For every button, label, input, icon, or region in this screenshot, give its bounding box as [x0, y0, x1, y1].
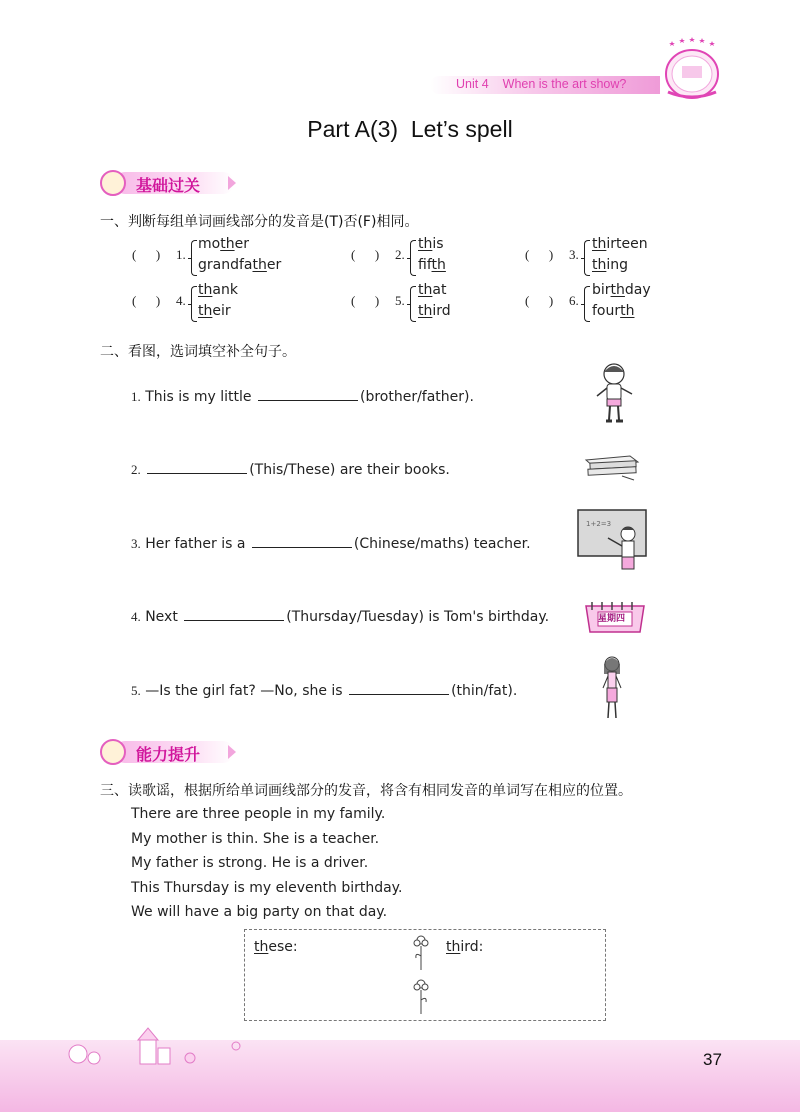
sentence-3: 3. Her father is a (Chinese/maths) teacher.: [131, 533, 531, 552]
little-boy-icon: [592, 362, 638, 428]
part1-instruction: 一、判断每组单词画线部分的发音是(T)否(F)相同。: [100, 214, 419, 230]
sentence-2: 2. (This/These) are their books.: [131, 459, 450, 478]
section-title-advanced: 能力提升: [136, 745, 201, 764]
svg-text:1+2=3: 1+2=3: [586, 520, 612, 528]
word-thank: thank: [198, 282, 238, 298]
fill-blank[interactable]: [252, 533, 352, 548]
answer-paren[interactable]: ( ): [525, 247, 554, 262]
word-this: this: [418, 236, 444, 252]
word-thing: thing: [592, 257, 629, 273]
poem-line-2: My mother is thin. She is a teacher.: [131, 831, 380, 847]
item-number: 3.: [569, 247, 579, 262]
unit-label: Unit 4: [456, 77, 489, 91]
word-thirteen: thirteen: [592, 236, 648, 252]
item-number: 5.: [395, 293, 405, 308]
fill-blank[interactable]: [258, 386, 358, 401]
answer-paren[interactable]: ( ): [132, 293, 161, 308]
flower-icon: [412, 934, 430, 972]
brace: [191, 286, 197, 322]
books-icon: [582, 446, 644, 482]
cartoon-face-icon: [100, 170, 126, 196]
answer-paren[interactable]: ( ): [351, 293, 380, 308]
brace: [584, 286, 590, 322]
item-number: 2.: [395, 247, 405, 262]
header-unit-title: [456, 77, 626, 91]
footer-decoration-icon: [60, 1022, 250, 1072]
calendar-text: 星期四: [598, 614, 626, 624]
sentence-1: 1. This is my little (brother/father).: [131, 386, 474, 405]
word-that: that: [418, 282, 447, 298]
sentence-4: 4. Next (Thursday/Tuesday) is Tom's birthday.: [131, 606, 549, 625]
cartoon-face-icon: [100, 739, 126, 765]
part3-instruction: 三、读歌谣，根据所给单词画线部分的发音，将含有相同发音的单词写在相应的位置。: [100, 783, 632, 799]
brace: [191, 240, 197, 276]
item-number: 4.: [176, 293, 186, 308]
poem-line-4: This Thursday is my eleventh birthday.: [131, 880, 403, 896]
publisher-logo-icon: [656, 36, 726, 102]
section-badge-advanced: [100, 739, 240, 765]
maths-teacher-icon: [576, 508, 648, 574]
poem-line-1: There are three people in my family.: [131, 806, 386, 822]
box-label-third: third:: [446, 939, 484, 955]
word-third: third: [418, 303, 451, 319]
fill-blank[interactable]: [184, 606, 284, 621]
fill-blank[interactable]: [349, 680, 449, 695]
sentence-5: 5. —Is the girl fat? —No, she is (thin/fat).: [131, 680, 517, 699]
flower-icon: [412, 978, 430, 1016]
word-fifth: fifth: [418, 257, 446, 273]
answer-paren[interactable]: ( ): [525, 293, 554, 308]
box-label-these: these:: [254, 939, 298, 955]
fill-blank[interactable]: [147, 459, 247, 474]
page-title: Part A(3) Let’s spell: [307, 116, 513, 142]
poem-line-5: We will have a big party on that day.: [131, 904, 388, 920]
brace: [410, 286, 416, 322]
page-number: 37: [703, 1050, 722, 1069]
thin-girl-icon: [596, 654, 628, 722]
brace: [584, 240, 590, 276]
word-fourth: fourth: [592, 303, 635, 319]
word-birthday: birthday: [592, 282, 651, 298]
item-number: 6.: [569, 293, 579, 308]
word-grandfather: grandfather: [198, 257, 282, 273]
item-number: 1.: [176, 247, 186, 262]
poem-line-3: My father is strong. He is a driver.: [131, 855, 369, 871]
word-their: their: [198, 303, 231, 319]
answer-paren[interactable]: ( ): [351, 247, 380, 262]
section-badge-basic: [100, 170, 240, 196]
part2-instruction: 二、看图，选词填空补全句子。: [100, 344, 296, 360]
word-mother: mother: [198, 236, 249, 252]
unit-title: When is the art show?: [502, 77, 627, 91]
brace: [410, 240, 416, 276]
section-title-basic: 基础过关: [136, 176, 201, 195]
answer-paren[interactable]: ( ): [132, 247, 161, 262]
